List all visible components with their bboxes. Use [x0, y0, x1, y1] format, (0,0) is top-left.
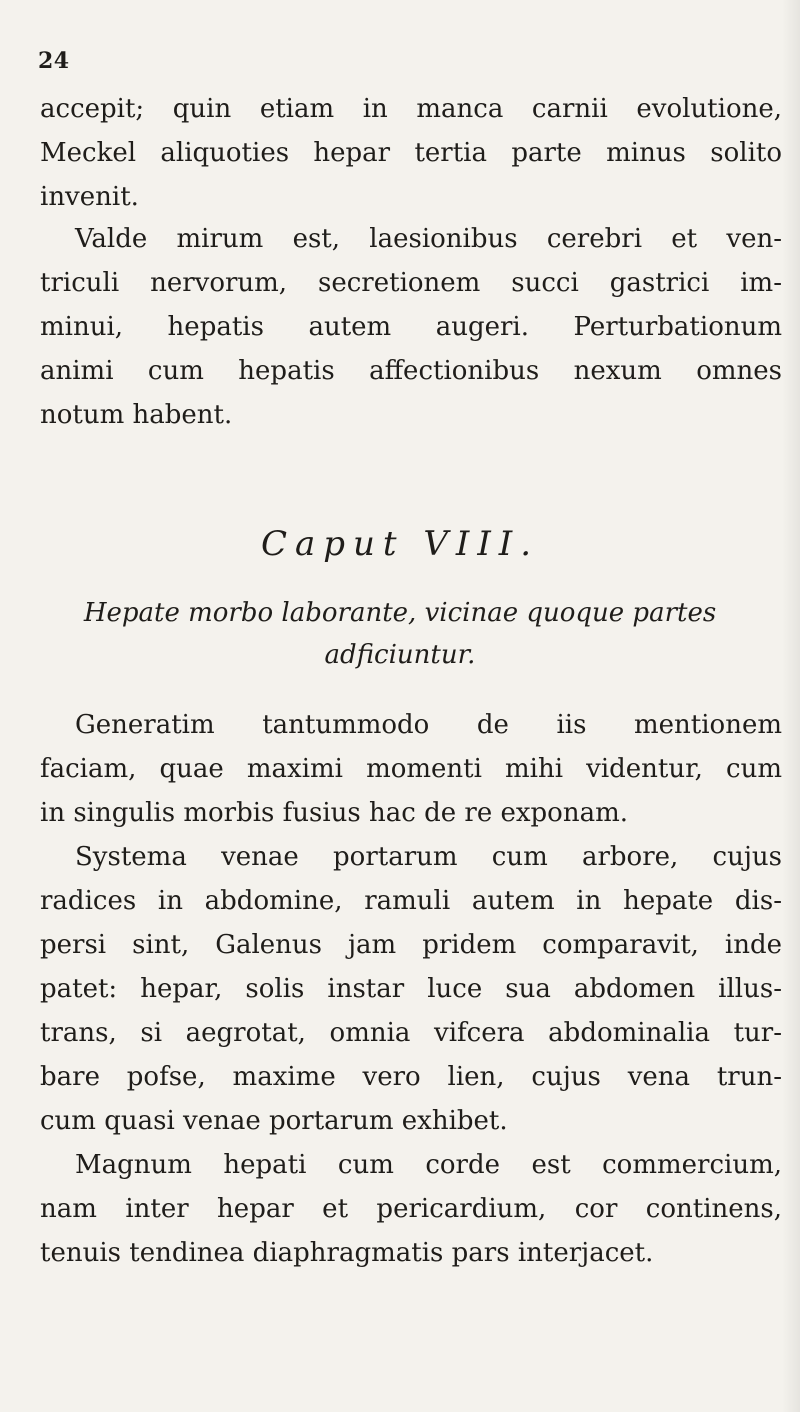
paragraph-4-line-3: persi sint, Galenus jam pridem comparavit, inde — [40, 930, 782, 960]
paragraph-1-line-2: Meckel aliquoties hepar tertia parte minus solito — [40, 138, 782, 168]
chapter-subheading-line-1: Hepate morbo laborante, vicinae quoque partes — [83, 598, 717, 628]
paragraph-4-line-6: bare pofse, maxime vero lien, cujus vena trun- — [40, 1062, 782, 1092]
paragraph-1-line-1: accepit; quin etiam in manca carnii evolutione, — [40, 94, 782, 124]
paragraph-4-line-2: radices in abdomine, ramuli autem in hepate dis- — [40, 886, 782, 916]
paragraph-4-line-5: trans, si aegrotat, omnia vifcera abdominalia tur- — [40, 1018, 782, 1048]
paragraph-1-line-3: invenit. — [40, 182, 139, 212]
paragraph-2-line-3: minui, hepatis autem augeri. Perturbationum — [40, 312, 782, 342]
paragraph-2-line-1: Valde mirum est, laesionibus cerebri et ven- — [75, 224, 782, 254]
paragraph-2-line-5: notum habent. — [40, 400, 233, 430]
paragraph-4-line-7: cum quasi venae portarum exhibet. — [40, 1106, 508, 1136]
paragraph-5-line-2: nam inter hepar et pericardium, cor continens, — [40, 1194, 782, 1224]
paragraph-4-line-1: Systema venae portarum cum arbore, cujus — [75, 842, 782, 872]
paragraph-2-line-2: triculi nervorum, secretionem succi gastrici im- — [40, 268, 782, 298]
paragraph-3-line-2: faciam, quae maximi momenti mihi videntur, cum — [40, 754, 782, 784]
page-number: 24 — [38, 48, 70, 74]
chapter-subheading-line-2: adficiuntur. — [324, 640, 476, 670]
paragraph-3-line-1: Generatim tantummodo de iis mentionem — [75, 710, 782, 740]
chapter-title: Caput VIII. — [260, 524, 540, 564]
paragraph-5-line-1: Magnum hepati cum corde est commercium, — [75, 1150, 782, 1180]
paragraph-5-line-3: tenuis tendinea diaphragmatis pars interjacet. — [40, 1238, 654, 1268]
paragraph-2-line-4: animi cum hepatis affectionibus nexum omnes — [40, 356, 782, 386]
page-edge-shadow — [782, 0, 800, 1412]
paragraph-3-line-3: in singulis morbis fusius hac de re exponam. — [40, 798, 628, 828]
paragraph-4-line-4: patet: hepar, solis instar luce sua abdomen illus- — [40, 974, 782, 1004]
